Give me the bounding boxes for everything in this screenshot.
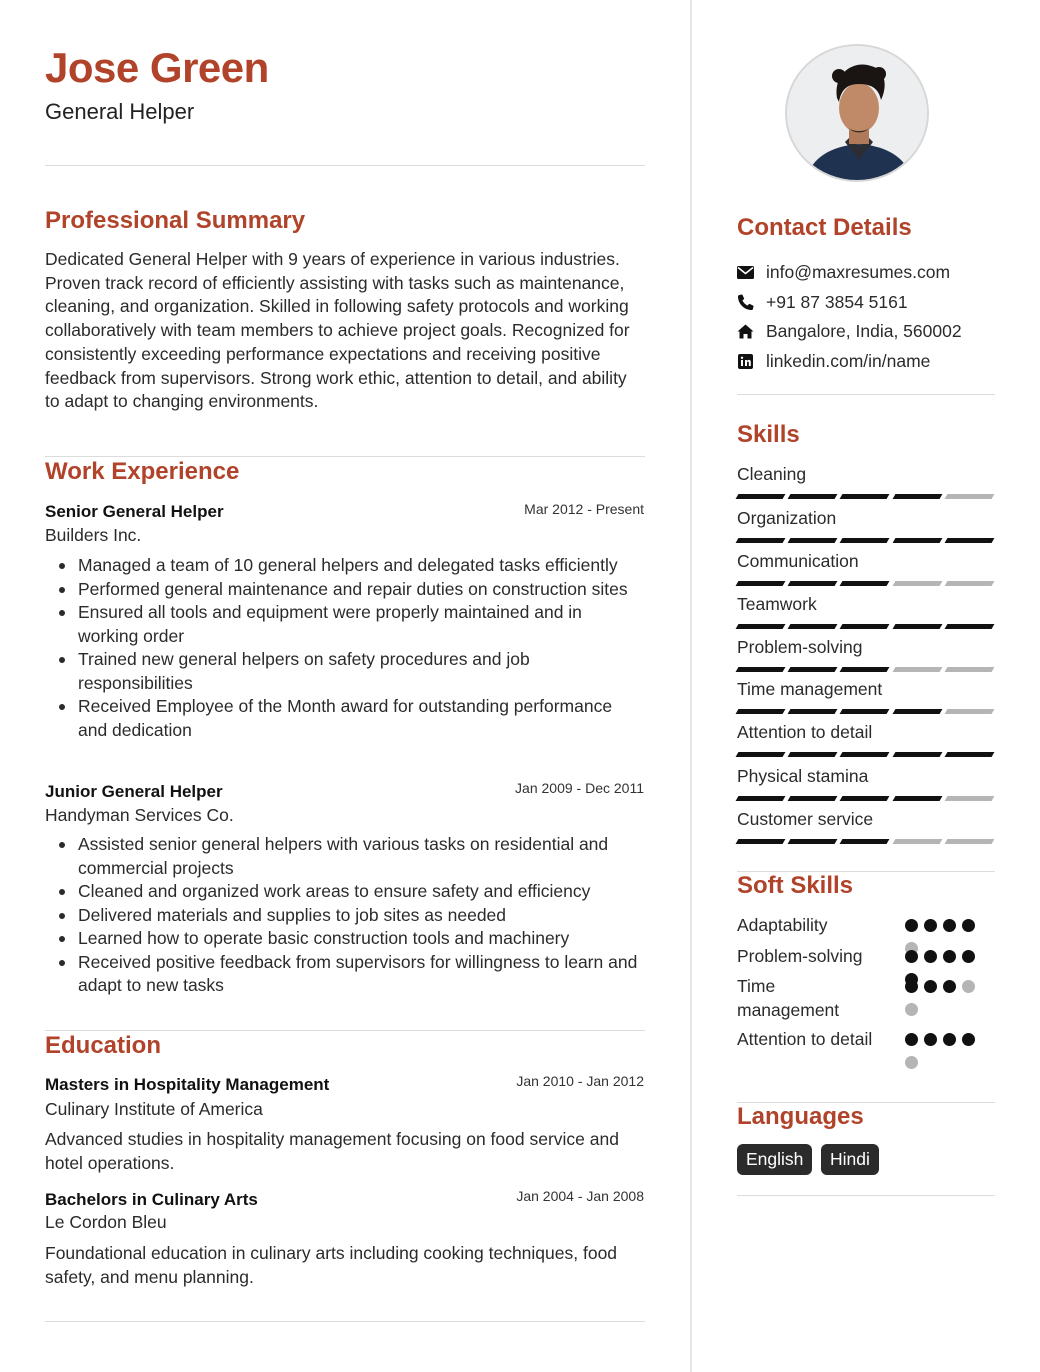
skill-name: Cleaning bbox=[737, 464, 807, 484]
skill-level-segment bbox=[892, 796, 942, 801]
skill-level-segment bbox=[892, 709, 942, 714]
contact-address-text: Bangalore, India, 560002 bbox=[766, 320, 962, 341]
skill-level-segment bbox=[944, 667, 994, 672]
skill-level-segment bbox=[892, 624, 942, 629]
summary-text: Dedicated General Helper with 9 years of experience in various industries. Proven track record of efficiently assisting with tasks such as maintenance, cleaning, and organization. Skilled in following safety protocols and working collaboratively with team members to achieve project goals. Recognized for consistently exceeding performance expectations and receiving positive feedback from supervisors. Strong work ethic, attention to detail, and ability to adapt to changing environments. bbox=[45, 249, 630, 412]
skill-level-segment bbox=[892, 667, 942, 672]
degree-date: Jan 2004 - Jan 2008 bbox=[516, 1188, 644, 1204]
skill-level-segment bbox=[944, 581, 994, 586]
skill-level-segment bbox=[788, 796, 838, 801]
skill-level-segment bbox=[736, 752, 786, 757]
skill-level-segment bbox=[840, 581, 890, 586]
rating-dot bbox=[943, 919, 956, 932]
degree-date: Jan 2010 - Jan 2012 bbox=[516, 1073, 644, 1089]
soft-skill-name: Attention to detail bbox=[737, 1029, 873, 1049]
skill-level-segment bbox=[944, 494, 994, 499]
job-company: Builders Inc. bbox=[45, 525, 142, 545]
degree-title: Masters in Hospitality Management bbox=[45, 1075, 330, 1094]
rating-dot bbox=[924, 950, 937, 963]
skill-level-segment bbox=[736, 796, 786, 801]
rating-dot bbox=[924, 1033, 937, 1046]
skill-level-bar bbox=[737, 624, 993, 629]
soft-skill-name: Problem-solving bbox=[737, 946, 863, 966]
degree-description: Advanced studies in hospitality management focusing on food service and hotel operations. bbox=[45, 1129, 619, 1173]
degree-title: Bachelors in Culinary Arts bbox=[45, 1190, 258, 1209]
skill-level-segment bbox=[788, 581, 838, 586]
skill-level-segment bbox=[840, 752, 890, 757]
rating-dot bbox=[905, 919, 918, 932]
job-date: Jan 2009 - Dec 2011 bbox=[515, 780, 644, 796]
school-name: Le Cordon Bleu bbox=[45, 1212, 167, 1232]
skill-name: Customer service bbox=[737, 809, 874, 829]
contact-address bbox=[737, 319, 962, 343]
skill-level-segment bbox=[892, 581, 942, 586]
skill-level-segment bbox=[840, 709, 890, 714]
skill-level-segment bbox=[892, 494, 942, 499]
skill-level-segment bbox=[788, 494, 838, 499]
language-chip: Hindi bbox=[821, 1144, 879, 1175]
school-name: Culinary Institute of America bbox=[45, 1099, 263, 1119]
skills-heading: Skills bbox=[737, 421, 800, 448]
skill-level-segment bbox=[944, 839, 994, 844]
profile-photo bbox=[785, 44, 929, 182]
skill-level-bar bbox=[737, 581, 993, 586]
contact-heading: Contact Details bbox=[737, 214, 912, 241]
experience-heading: Work Experience bbox=[45, 458, 240, 485]
skill-level-segment bbox=[736, 581, 786, 586]
list-item: Received positive feedback from supervisors for willingness to learn and adapt to new tasks bbox=[45, 951, 645, 998]
job-title: Junior General Helper bbox=[45, 782, 223, 801]
skill-level-segment bbox=[736, 709, 786, 714]
skill-level-segment bbox=[788, 624, 838, 629]
skill-level-segment bbox=[840, 538, 890, 543]
skill-level-bar bbox=[737, 538, 993, 543]
language-chip: English bbox=[737, 1144, 812, 1175]
skill-level-segment bbox=[736, 624, 786, 629]
skill-level-segment bbox=[944, 538, 994, 543]
contact-linkedin[interactable] bbox=[737, 349, 930, 373]
skill-name: Communication bbox=[737, 551, 859, 571]
rating-dot bbox=[943, 950, 956, 963]
summary-heading: Professional Summary bbox=[45, 207, 306, 234]
contact-phone bbox=[737, 290, 908, 314]
skill-level-bar bbox=[737, 752, 993, 757]
soft-skill-name: Time management bbox=[737, 976, 840, 1020]
skill-level-segment bbox=[788, 709, 838, 714]
skill-level-segment bbox=[840, 796, 890, 801]
experience-divider bbox=[45, 1030, 645, 1031]
skill-level-segment bbox=[736, 839, 786, 844]
rating-dot bbox=[924, 919, 937, 932]
rating-dot bbox=[924, 980, 937, 993]
job-date: Mar 2012 - Present bbox=[524, 501, 644, 517]
skill-level-segment bbox=[788, 752, 838, 757]
skill-level-bar bbox=[737, 839, 993, 844]
skill-level-bar bbox=[737, 709, 993, 714]
summary-divider bbox=[45, 456, 645, 457]
rating-dot bbox=[962, 1033, 975, 1046]
rating-dot bbox=[943, 1033, 956, 1046]
education-heading: Education bbox=[45, 1032, 162, 1059]
skill-level-segment bbox=[944, 752, 994, 757]
list-item: Cleaned and organized work areas to ensure safety and efficiency bbox=[45, 880, 645, 904]
soft-skills-heading: Soft Skills bbox=[737, 872, 854, 899]
contact-divider bbox=[737, 394, 995, 395]
envelope-icon bbox=[737, 264, 754, 281]
skill-level-bar bbox=[737, 494, 993, 499]
list-item: Ensured all tools and equipment were properly maintained and in working order bbox=[45, 601, 645, 648]
job-company: Handyman Services Co. bbox=[45, 805, 234, 825]
skill-level-segment bbox=[840, 667, 890, 672]
skill-level-segment bbox=[944, 709, 994, 714]
skill-name: Attention to detail bbox=[737, 722, 873, 742]
skill-name: Problem-solving bbox=[737, 637, 863, 657]
rating-dot bbox=[962, 919, 975, 932]
skill-level-segment bbox=[840, 494, 890, 499]
skill-level-segment bbox=[840, 839, 890, 844]
skill-level-segment bbox=[736, 494, 786, 499]
skill-level-segment bbox=[892, 538, 942, 543]
list-item: Assisted senior general helpers with various tasks on residential and commercial projects bbox=[45, 833, 645, 880]
list-item: Received Employee of the Month award for outstanding performance and dedication bbox=[45, 695, 645, 742]
phone-icon bbox=[737, 294, 754, 311]
list-item: Trained new general helpers on safety procedures and job responsibilities bbox=[45, 648, 645, 695]
rating-dot bbox=[905, 950, 918, 963]
linkedin-icon bbox=[737, 353, 754, 370]
contact-phone-text: +91 87 3854 5161 bbox=[766, 291, 908, 312]
skill-level-segment bbox=[736, 538, 786, 543]
degree-description: Foundational education in culinary arts including cooking techniques, food safety, and menu planning. bbox=[45, 1243, 618, 1287]
header-divider bbox=[45, 165, 645, 166]
job-title: Senior General Helper bbox=[45, 502, 224, 521]
portrait-illustration bbox=[787, 46, 929, 182]
skill-level-segment bbox=[788, 667, 838, 672]
skill-name: Physical stamina bbox=[737, 766, 869, 786]
skill-name: Time management bbox=[737, 679, 883, 699]
skill-level-bar bbox=[737, 796, 993, 801]
job-bullets bbox=[45, 833, 645, 998]
skill-level-segment bbox=[944, 624, 994, 629]
soft-skill-name: Adaptability bbox=[737, 915, 828, 935]
rating-dot bbox=[905, 1003, 918, 1016]
rating-dot bbox=[943, 980, 956, 993]
list-item: Learned how to operate basic construction tools and machinery bbox=[45, 927, 645, 951]
rating-dot bbox=[905, 1033, 918, 1046]
skill-level-segment bbox=[840, 624, 890, 629]
candidate-title: General Helper bbox=[45, 99, 195, 124]
rating-dot bbox=[962, 980, 975, 993]
skill-name: Teamwork bbox=[737, 594, 817, 614]
list-item: Delivered materials and supplies to job sites as needed bbox=[45, 904, 645, 928]
contact-linkedin-text[interactable]: linkedin.com/in/name bbox=[766, 350, 931, 371]
rating-dot bbox=[905, 1056, 918, 1069]
column-divider bbox=[690, 0, 692, 1372]
contact-email-text: info@maxresumes.com bbox=[766, 261, 951, 282]
skill-name: Organization bbox=[737, 508, 837, 528]
soft-skill-rating bbox=[905, 1033, 981, 1069]
languages-divider bbox=[737, 1195, 995, 1196]
list-item: Performed general maintenance and repair duties on construction sites bbox=[45, 578, 645, 602]
skill-level-segment bbox=[892, 839, 942, 844]
skill-level-bar bbox=[737, 667, 993, 672]
skill-level-segment bbox=[892, 752, 942, 757]
education-divider bbox=[45, 1321, 645, 1322]
candidate-name: Jose Green bbox=[45, 44, 269, 91]
soft-skill-rating bbox=[905, 980, 981, 1016]
home-icon bbox=[737, 323, 754, 340]
skill-level-segment bbox=[736, 667, 786, 672]
rating-dot bbox=[962, 950, 975, 963]
contact-email bbox=[737, 260, 950, 284]
skill-level-segment bbox=[788, 839, 838, 844]
languages-heading: Languages bbox=[737, 1103, 864, 1130]
list-item: Managed a team of 10 general helpers and delegated tasks efficiently bbox=[45, 554, 645, 578]
rating-dot bbox=[905, 980, 918, 993]
job-bullets bbox=[45, 554, 645, 742]
skill-level-segment bbox=[944, 796, 994, 801]
skill-level-segment bbox=[788, 538, 838, 543]
